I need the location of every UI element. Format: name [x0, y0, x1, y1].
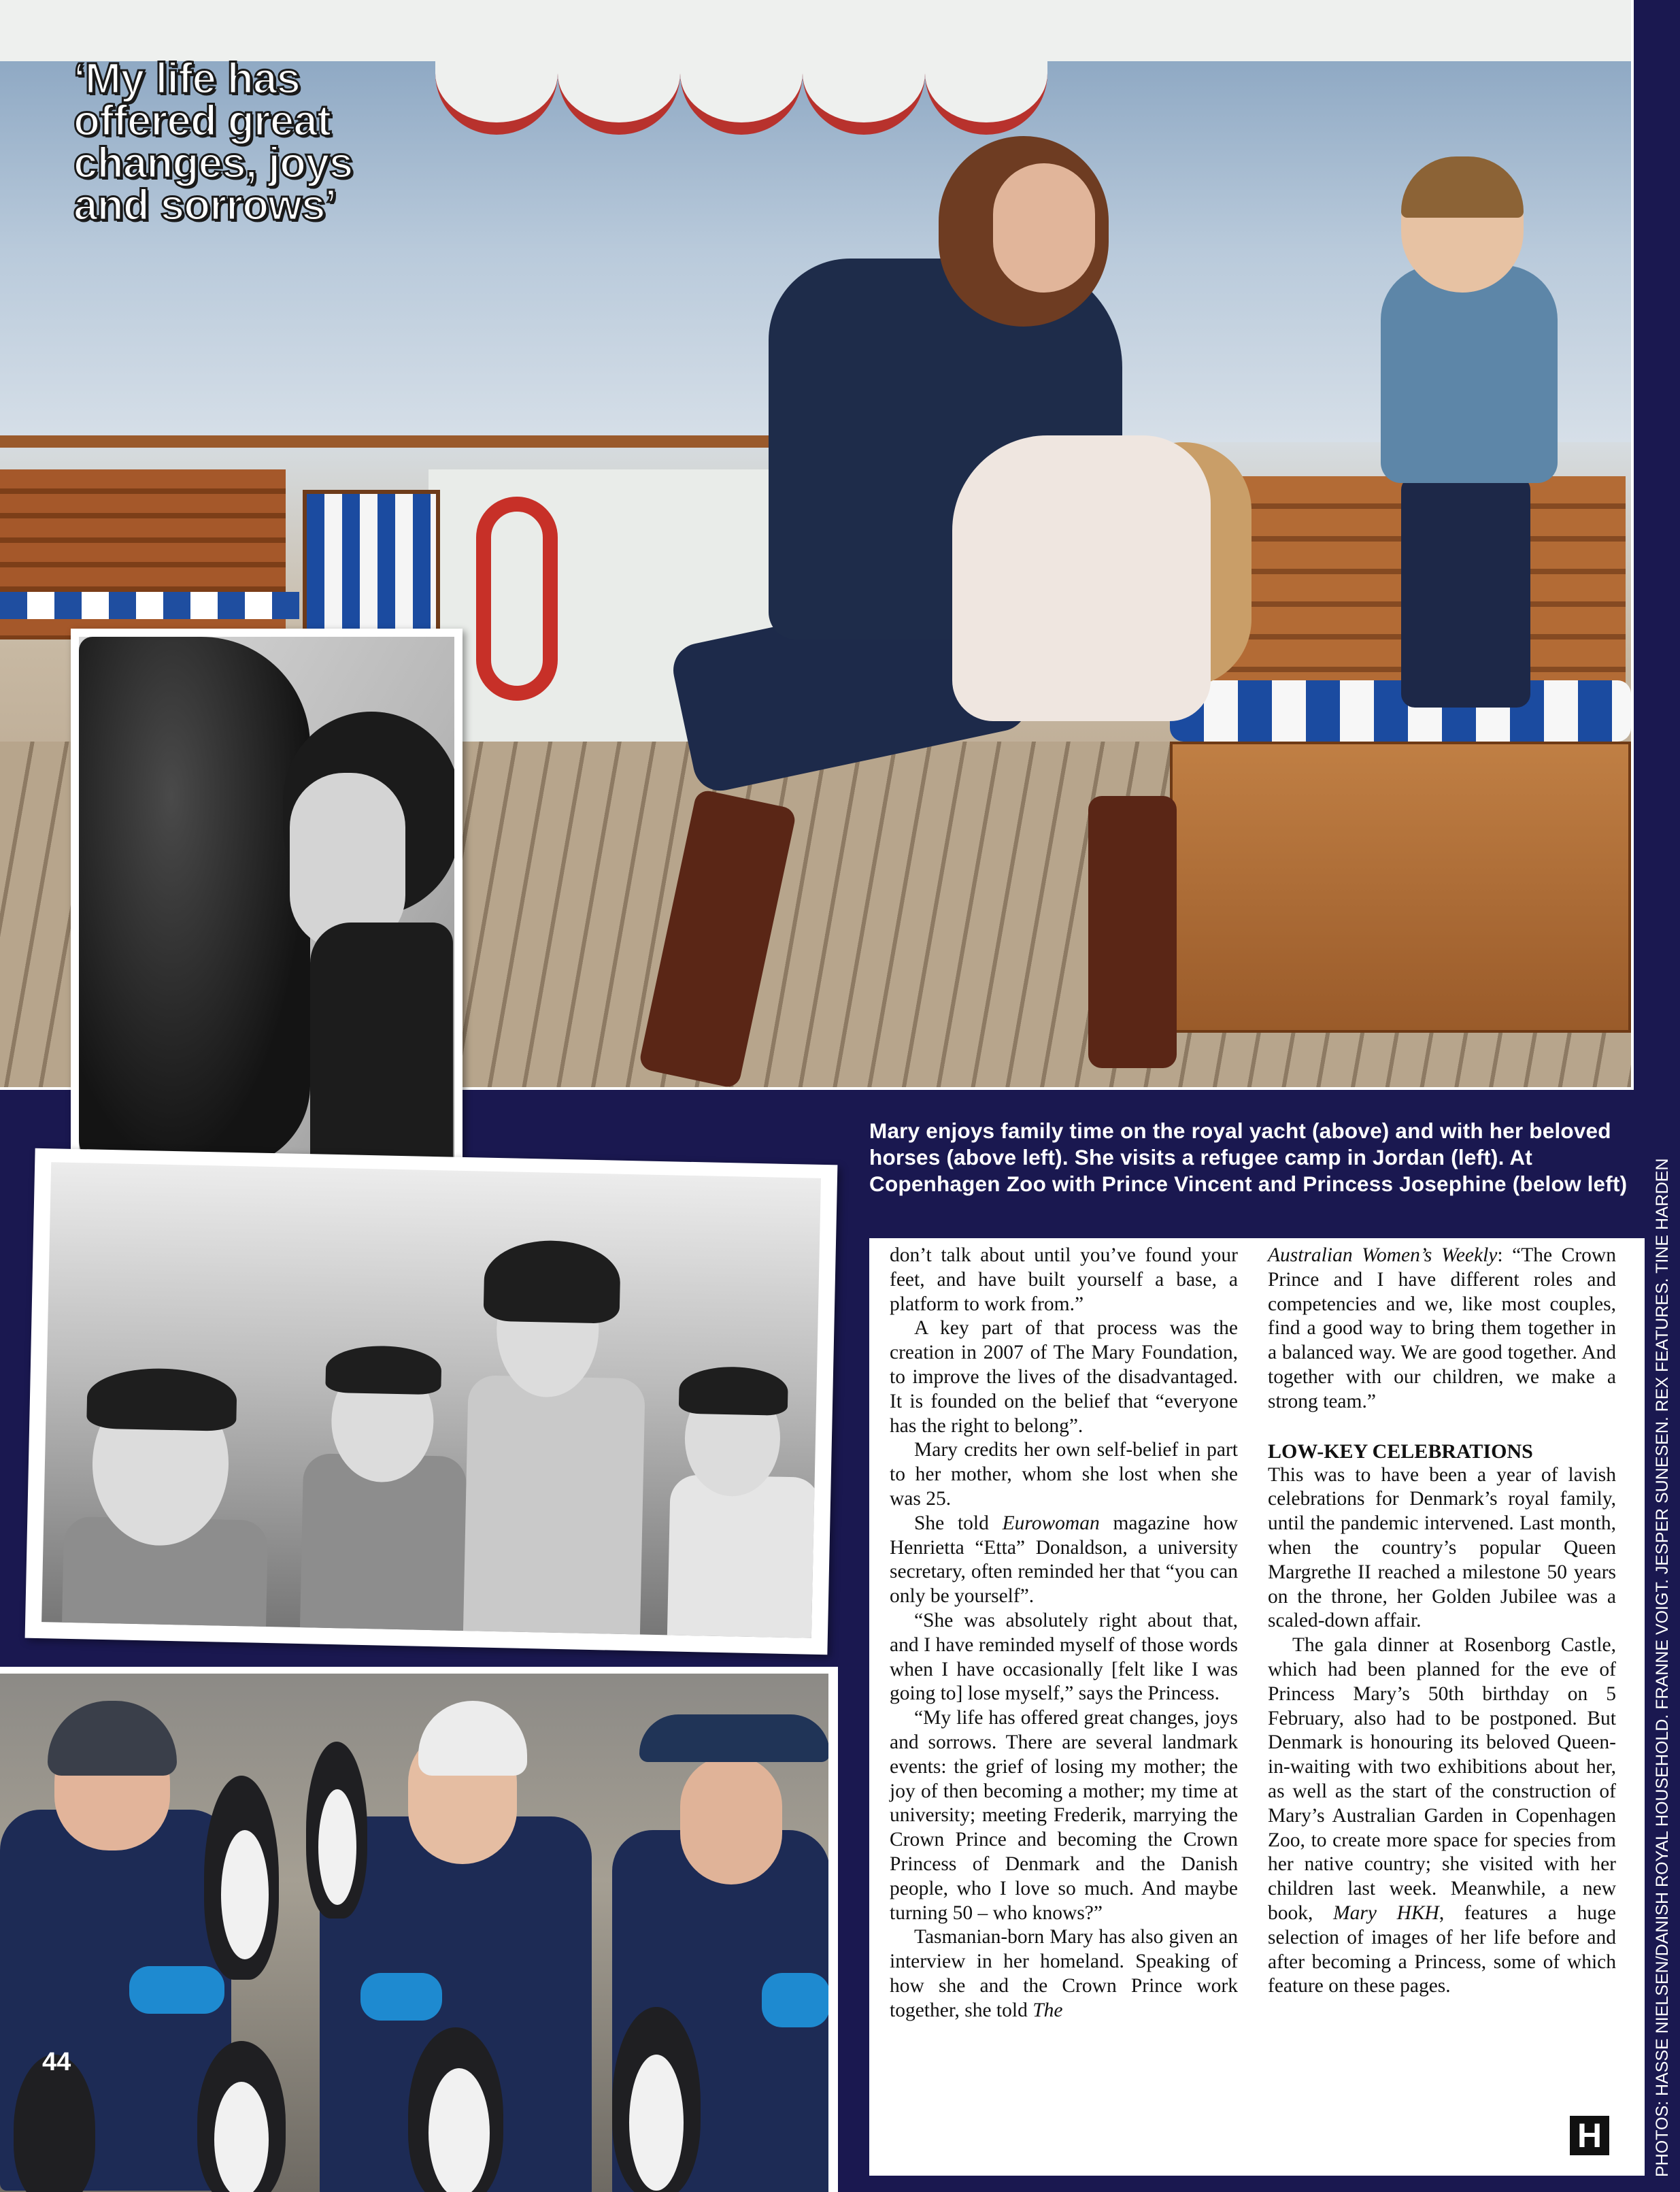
penguin-belly	[629, 2055, 684, 2191]
text: She told	[914, 1512, 1003, 1534]
child-hair	[679, 1366, 788, 1416]
brown-boot-right	[1088, 796, 1177, 1068]
refugee-camp-photo	[25, 1148, 838, 1655]
magazine-title: Australian Women’s Weekly	[1268, 1244, 1498, 1266]
blue-glove	[762, 1973, 828, 2027]
white-hat	[418, 1701, 527, 1776]
zoo-image	[0, 1674, 828, 2192]
paragraph: don’t talk about until you’ve found your feet, and have built yourself a base, a platform to work from.”	[890, 1244, 1238, 1315]
boy-figure	[1381, 265, 1558, 483]
text: magazine how Henrietta “Etta” Donaldson, a university secretary, often reminded her that “you can only be yourself”.	[890, 1512, 1238, 1608]
woman-coat	[310, 923, 453, 1191]
paragraph: “My life has offered great changes, joys and sorrows. There are several landmark events: the grief of losing my mother; the joy of then becoming a mother; my time at university; meeting Frederik, marrying the Crown Prince and becoming the Crown Princess of Denmark and the Danish people, who I love so much. And maybe turning 50 – who knows?”	[890, 1707, 1238, 1924]
text: : “The Crown Prince and I have different roles and competencies and we, like most couples, find a good way to bring them together in a balanced way. We are good together. And together with our children, we make a strong team.”	[1268, 1244, 1616, 1412]
horse-photo-image	[79, 637, 454, 1191]
photo-credits-text: PHOTOS: HASSE NIELSEN/DANISH ROYAL HOUSEHOLD. FRANNE VOIGT. JESPER SUNESEN. REX FEATURES. TINE HARDEN	[1653, 1158, 1672, 2177]
page-number: 44	[42, 2048, 71, 2076]
mary-figure	[463, 1375, 645, 1638]
person	[667, 1474, 820, 1638]
girl-figure	[952, 435, 1211, 721]
article-column-1	[890, 1244, 1238, 2023]
child-hair	[325, 1345, 441, 1395]
magazine-title: Eurowoman	[1002, 1512, 1100, 1534]
lifebuoy	[476, 497, 558, 701]
paragraph	[1268, 1633, 1616, 1999]
subheading: LOW-KEY CELEBRATIONS	[1268, 1440, 1533, 1463]
text: , features a huge selection of images of her life before and after becoming a Princess, some of which feature on these pages.	[1268, 1902, 1617, 1997]
zoo-photo	[0, 1667, 838, 2192]
photo-caption: Mary enjoys family time on the royal yacht (above) and with her beloved horses (above left). She visits a refugee camp in Jordan (left). At Copenhagen Zoo with Prince Vincent and Princess Josephine (below left)	[869, 1118, 1628, 1196]
mary-face	[993, 163, 1095, 293]
text: The gala dinner at Rosenborg Castle, which had been planned for the eve of Princess Mary’s 50th birthday on 5 February, also had to be postponed. But Denmark is honouring its beloved Queen-in-waiting with two exhibitions about her, as well as the start of the construction of Mary’s Australian Garden in Copenhagen Zoo, to create more space for species from her native country; she visited with her children last week. Meanwhile, a new book,	[1268, 1634, 1616, 1924]
magazine-logo: H	[1570, 2116, 1609, 2155]
fedora-hat	[639, 1714, 828, 1762]
blue-glove	[360, 1973, 442, 2021]
article-body	[869, 1238, 1645, 2176]
knit-hat	[48, 1701, 177, 1776]
pull-quote: ‘My life has offered great changes, joys and sorrows’	[73, 54, 353, 229]
magazine-title: The	[1032, 1999, 1063, 2021]
penguin-belly	[318, 1789, 356, 1905]
book-title: Mary HKH	[1333, 1902, 1439, 1924]
boy-hair	[86, 1367, 237, 1431]
deck-rail	[0, 435, 850, 448]
paragraph: A key part of that process was the creation in 2007 of The Mary Foundation, to improve the lives of the disadvantaged. It is founded on the belief that “everyone has the right to belong”.	[890, 1317, 1238, 1437]
boy-legs	[1401, 476, 1530, 708]
penguin-belly	[214, 2082, 269, 2192]
wooden-bench-base	[1170, 742, 1631, 1033]
paragraph	[1268, 1244, 1616, 1414]
penguin-belly	[429, 2068, 490, 2192]
striped-deck-chair	[303, 490, 440, 641]
striped-cushion-left	[0, 592, 299, 619]
mary-face	[680, 1755, 782, 1884]
photo-credits	[1645, 1158, 1680, 2177]
horse-photo	[71, 629, 463, 1199]
paragraph: “She was absolutely right about that, and I have reminded myself of those words when I have occasionally [felt like I was going to] lose myself,” says the Princess.	[890, 1609, 1238, 1705]
mary-hair	[483, 1240, 620, 1324]
blue-glove	[129, 1966, 224, 2014]
paragraph	[890, 1925, 1238, 2023]
paragraph	[890, 1512, 1238, 1609]
striped-cushion-right	[1170, 680, 1631, 742]
horse-head	[79, 637, 310, 1167]
article-column-2	[1268, 1244, 1616, 1999]
penguin-belly	[221, 1830, 269, 1959]
refugee-camp-image	[41, 1162, 821, 1638]
paragraph: Mary credits her own self-belief in part to her mother, whom she lost when she was 25.	[890, 1439, 1238, 1510]
text: Tasmanian-born Mary has also given an interview in her homeland. Speaking of how she and the Crown Prince work together, she told	[890, 1926, 1238, 2021]
paragraph: This was to have been a year of lavish celebrations for Denmark’s royal family, until the pandemic intervened. Last month, when the country’s popular Queen Margrethe II reached a milestone 50 years on the throne, her Golden Jubilee was a scaled-down affair.	[1268, 1463, 1616, 1632]
